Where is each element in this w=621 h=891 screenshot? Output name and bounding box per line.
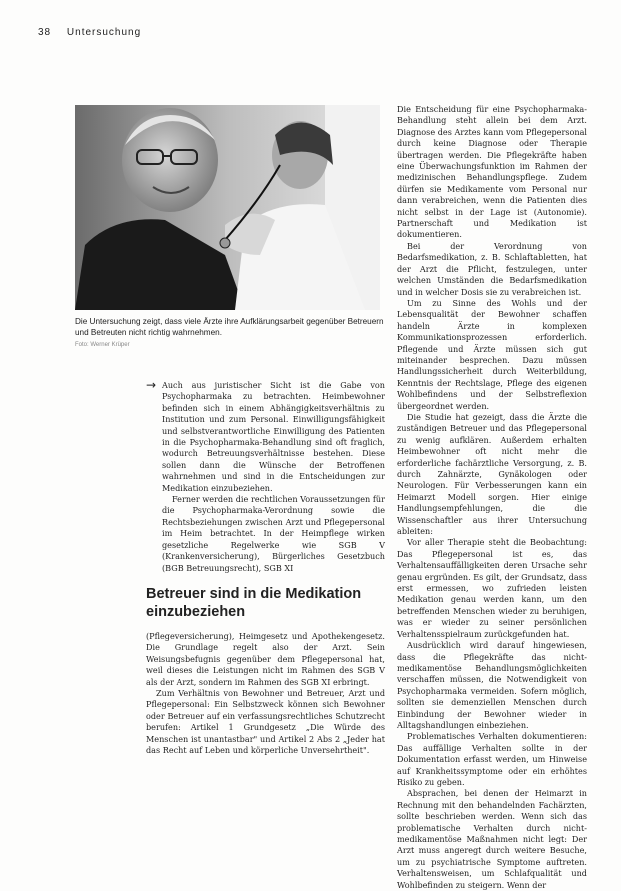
article-column-right — [397, 104, 587, 890]
paragraph: Die Studie hat gezeigt, dass die Ärzte die zuständigen Betreuer und das Pflegepersonal zu wenig aufklären. Außerdem erhalten Heimbewohner oft nicht mehr die erforderliche fachärztliche Versorgung, z. B. durch Zahnärzte, Gynäkologen oder Neurologen. Für Verbesserungen kann ein Heimarzt Modell sorgen. Hier einige Handlungsempfehlungen, die die Wissenschaftler aus ihrer Untersuchung ableiten: — [397, 411, 587, 537]
paragraph: Zum Verhältnis von Bewohner und Betreuer, Arzt und Pflegepersonal: Ein Selbstzweck können sich Bewohner oder Betreuer auf ein verfassungsrechtliches Schutzrecht berufen: Artikel 1 Grundgesetz „Die Würde des Menschen ist unantastbar" und Artikel 2 Abs 2 „Jeder hat das Recht auf Leben und körperliche Unversehrtheit". — [146, 688, 385, 756]
photo-illustration — [75, 105, 380, 310]
page-number: 38 — [38, 27, 52, 38]
running-title: Untersuchung — [66, 27, 142, 38]
paragraph: Bei der Verordnung von Bedarfsmedikation, z. B. Schlaftabletten, hat der Arzt die Pflicht, festzulegen, unter welchen Umständen die Bedarfsmedikation und in welcher Dosis sie zu verabreichen ist. — [397, 240, 587, 297]
paragraph: Problematisches Verhalten dokumentieren: Das auffällige Verhalten sollte in der Dokumentation erfasst werden, um Hinweise auf Krankheitssymptome oder ein erhöhtes Risiko zu geben. — [397, 731, 587, 787]
article-column-left-top — [162, 380, 385, 573]
paragraph: Absprachen, bei denen der Heimarzt in Rechnung mit den behandelnden Fachärzten, sollte beschrieben werden. Wenn sich das problematische Verhalten durch nicht-medikamentöse Maßnahmen nicht legt: Der Arzt muss angeregt durch weitere Besuche, um zu psychiatrische Symptome auftreten. Verhaltensweisen, um Schlafqualität und Wohlbefinden zu steigern. Wenn der — [397, 788, 587, 890]
article-photo — [75, 105, 380, 310]
figure-caption: Die Untersuchung zeigt, dass viele Ärzte ihre Aufklärungsarbeit gegenüber Betreuern und Betreuten nicht richtig wahrnehmen. — [75, 317, 384, 337]
article-column-left-bottom — [146, 631, 385, 791]
paragraph: Um zu Sinne des Wohls und der Lebensqualität der Bewohner schaffen handeln Ärzte in komplexen Kommunikationsprozessen erforderlich. Pflegende und Ärzte müssen sich gut miteinander besprechen. Dazu müssen Handlungssicherheit durch Weiterbildung, Kenntnis der Rechtslage, Pflege des eigenen Wohlbefindens und der Selbstreflexion übergeordnet werden. — [397, 297, 587, 411]
paragraph: Ausdrücklich wird darauf hingewiesen, dass die Pflegekräfte das nicht-medikamentöse Behandlungsmöglichkeiten verschaffen müssen, die Notwendigkeit von Psychopharmaka vermeiden. Sofern möglich, sollten sie demenziellen Menschen durch Einbindung der Bewohner wieder in Alltagshandlungen einbeziehen. — [397, 640, 587, 730]
paragraph: (Pflegeversicherung), Heimgesetz und Apothekengesetz. Die Grundlage regelt also der Arzt. Sein Weisungsbefugnis gegenüber dem Pflegepersonal hat, weil dieses die Leistungen nicht im Rahmen des SGB V als der Arzt, sondern im Rahmen des SGB XI erbringt. — [146, 631, 385, 687]
paragraph: Auch aus juristischer Sicht ist die Gabe von Psychopharmaka zu betrachten. Heimbewohner befinden sich in einem Abhängigkeitsverhältnis zu Institution und zum Personal. Einwilligungsfähigkeit und selbstverantwortliche Einwilligung des Patienten in die Psychopharmaka-Behandlung sind oft fraglich, wodurch Betreuungsverhältnisse bestehen. Diese sollen dann die Wünsche der Betroffenen wahrnehmen und sind in die Entscheidungen zur Medikation einzubeziehen. — [162, 380, 385, 493]
paragraph: Ferner werden die rechtlichen Voraussetzungen für die Psychopharmaka-Verordnung sowie die Rechtsbeziehungen zwischen Arzt und Pflegepersonal im Heim betrachtet. In der Heimpflege wirken gesetzliche Regelwerke wie SGB V (Krankenversicherung), Bürgerliches Gesetzbuch (BGB Betreuungsrecht), SGB XI — [162, 494, 385, 573]
paragraph: Vor aller Therapie steht die Beobachtung: Das Pflegepersonal ist es, das Verhaltensauffälligkeiten deren Ursache sehr genau ergründen. Es gilt, der Grundsatz, dass erst ermessen, wo zufrieden leisten Medikation genau werden kann, um den betreffenden Menschen wieder zu beruhigen, was er wieder zu seiner persönlichen Verhaltensspielraum zurückgefunden hat. — [397, 537, 587, 639]
running-header — [38, 27, 141, 38]
section-heading: Betreuer sind in die Medikation einzubeziehen — [146, 586, 362, 620]
photo-credit: Foto: Werner Krüper — [75, 342, 130, 348]
paragraph: Die Entscheidung für eine Psychopharmaka-Behandlung steht allein bei dem Arzt. Diagnose des Arztes kann vom Pflegepersonal durch keine Diagnose oder Therapie übertragen werden. Die Pflegekräfte haben eine Überwachungsfunktion im Rahmen der medizinischen Behandlungspflege. Zudem dürfen sie Medikamente vom Personal nur dann verabreichen, wenn die Patienten dies nicht selbst in der Lage ist (Autonomie). Partnerschaft und Medikation ist dokumentieren. — [397, 104, 587, 240]
arrow-right-icon: → — [146, 378, 157, 392]
